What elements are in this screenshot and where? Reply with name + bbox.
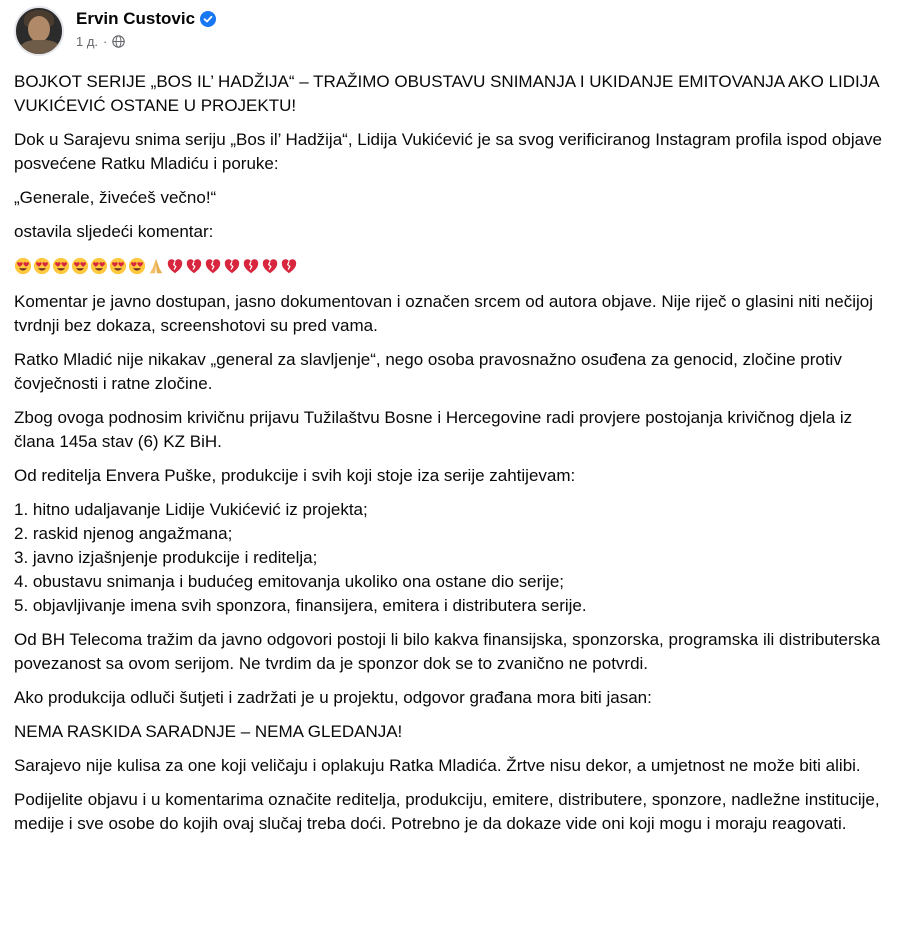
meta-separator: · [103,34,108,49]
paragraph-7: Od BH Telecoma tražim da javno odgovori postoji li bilo kakva finansijska, sponzorska, programska ili distributerska povezanost sa ovom serijom. Ne tvrdim da je sponzor dok se to zvanično ne potvrdi. [14,630,881,673]
demands-list [14,498,888,618]
paragraph-11: Podijelite objavu i u komentarima označite reditelja, produkciju, emitere, distributere, sponzore, nadležne institucije, medije i sve osobe do kojih ovaj slučaj treba doći. Potrebno je da dokaze vide oni koji mogu i moraju reagovati. [14,790,880,833]
paragraph-4: Ratko Mladić nije nikakav „general za slavljenje“, nego osoba pravosnažno osuđena za genocid, zločine protiv čovječnosti i ratne zločine. [14,350,842,393]
paragraph-2: ostavila sljedeći komentar: [14,222,214,241]
paragraph-6: Od reditelja Envera Puške, produkcije i svih koji stoje iza serije zahtijevam: [14,466,576,485]
broken-heart-icon [223,257,241,275]
broken-heart-icon [204,257,222,275]
heart-eyes-icon [14,257,32,275]
post-title: BOJKOT SERIJE „BOS IL’ HADŽIJA“ – TRAŽIMO OBUSTAVU SNIMANJA I UKIDANJE EMITOVANJA AKO LIDIJA VUKIĆEVIĆ OSTANE U PROJEKTU! [14,72,879,115]
post-header [14,6,216,62]
heart-eyes-icon [90,257,108,275]
quote: „Generale, živećeš večno!“ [14,188,217,207]
post-meta [76,34,216,49]
broken-heart-icon [280,257,298,275]
broken-heart-icon [166,257,184,275]
paragraph-3: Komentar je javno dostupan, jasno dokumentovan i označen srcem od autora objave. Nije riječ o glasini niti nečijoj tvrdnji bez dokaza, screenshotovi su pred vama. [14,292,873,335]
heart-eyes-icon [52,257,70,275]
paragraph-8: Ako produkcija odluči šutjeti i zadržati je u projektu, odgovor građana mora biti jasan: [14,688,652,707]
name-row [76,9,216,29]
emoji-comment [14,254,888,278]
list-item: 1. hitno udaljavanje Lidije Vukićević iz projekta; [14,500,368,519]
list-item: 4. obustavu snimanja i budućeg emitovanja ukoliko ona ostane dio serije; [14,572,565,591]
heart-eyes-icon [128,257,146,275]
list-item: 3. javno izjašnjenje produkcije i reditelja; [14,548,318,567]
heart-eyes-icon [33,257,51,275]
paragraph-10: Sarajevo nije kulisa za one koji veličaju i oplakuju Ratka Mladića. Žrtve nisu dekor, a umjetnost ne može biti alibi. [14,756,861,775]
praying-hands-icon [147,257,165,275]
list-item: 2. raskid njenog angažmana; [14,524,233,543]
paragraph-1: Dok u Sarajevu snima seriju „Bos il’ Hadžija“, Lidija Vukićević je sa svog verificiranog Instagram profila ispod objave posvećene Ratku Mladiću i poruke: [14,130,883,173]
broken-heart-icon [261,257,279,275]
post-time[interactable]: 1 д. [76,34,99,49]
broken-heart-icon [185,257,203,275]
heart-eyes-icon [71,257,89,275]
paragraph-5: Zbog ovoga podnosim krivičnu prijavu Tužilaštvu Bosne i Hercegovine radi provjere postojanja krivičnog djela iz člana 145a stav (6) KZ BiH. [14,408,853,451]
paragraph-9: NEMA RASKIDA SARADNJE – NEMA GLEDANJA! [14,722,403,741]
list-item: 5. objavljivanje imena svih sponzora, finansijera, emitera i distributera serije. [14,596,587,615]
author-avatar[interactable] [14,6,64,56]
heart-eyes-icon [109,257,127,275]
globe-icon[interactable] [112,35,125,48]
header-text [76,6,216,49]
broken-heart-icon [242,257,260,275]
author-name[interactable]: Ervin Custovic [76,9,196,28]
post-body [14,70,888,846]
verified-badge-icon [200,11,216,27]
